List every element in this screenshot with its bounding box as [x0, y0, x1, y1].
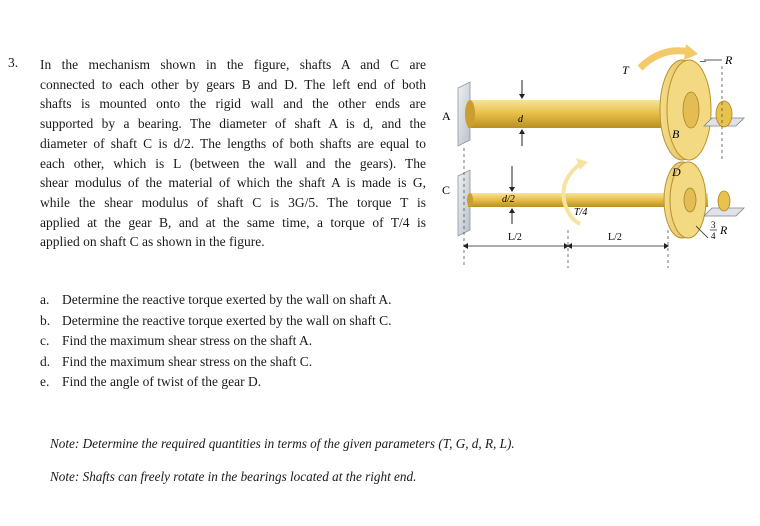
question-text: Determine the reactive torque exerted by the wall on shaft C. [62, 312, 392, 328]
question-item [40, 372, 392, 393]
statement-line: shear modulus of the material of which the shaft A is made is G, [40, 175, 426, 191]
label-l2-right: L/2 [608, 232, 622, 243]
statement-line: each other, which is L (between the wall and the gears). The [40, 155, 426, 171]
question-list [40, 290, 392, 393]
question-label: b. [40, 312, 51, 328]
question-text: Determine the reactive torque exerted by the wall on shaft A. [62, 292, 392, 307]
question-item [40, 331, 392, 352]
notes [50, 436, 515, 502]
label-r: R [725, 53, 733, 67]
statement-line: connected to each other by gears B and D. The left end of both [40, 76, 426, 92]
torque-t-arrowhead [684, 44, 698, 60]
statement-line: while the shear modulus of shaft C is 3G/5. The torque T is [40, 194, 426, 210]
shaft-a-end [465, 100, 475, 128]
question-label: e. [40, 374, 50, 390]
label-d-dimension: d [518, 114, 523, 125]
statement-line: diameter of shaft C is d/2. The lengths of both shafts are equal to [40, 135, 426, 151]
question-item [40, 311, 392, 332]
d-dimension-arrowhead [519, 129, 525, 134]
bearing-c-collar [718, 191, 730, 211]
gear-b-hub [683, 92, 699, 128]
question-item [40, 290, 392, 311]
mechanism-figure [432, 40, 754, 272]
statement-line: shafts is mounted onto the rigid wall and the other ends are [40, 96, 426, 112]
question-label: a. [40, 292, 50, 307]
problem-statement [40, 55, 426, 252]
problem-number: 3. [8, 55, 19, 70]
statement-line: applied at the gear B, and at the same time, a torque of T/4 is [40, 214, 426, 230]
d2-dimension-arrowhead [509, 187, 515, 192]
question-label: c. [40, 333, 50, 349]
label-b: B [672, 127, 680, 141]
label-d2-dimension: d/2 [502, 194, 515, 205]
question-item [40, 352, 392, 373]
question-text: Find the maximum shear stress on the shaft A. [62, 333, 313, 349]
shaft-c-end [467, 193, 473, 207]
question-text: Find the maximum shear stress on the shaft C. [62, 353, 313, 369]
length-arrowhead [463, 243, 468, 249]
question-text: Find the angle of twist of the gear D. [62, 374, 262, 390]
d-dimension-arrowhead [519, 94, 525, 99]
gear-d-hub [684, 188, 696, 212]
label-a: A [442, 109, 451, 123]
statement-line: In the mechanism shown in the figure, shafts A and C are [40, 57, 426, 72]
bearing-a-collar [716, 101, 732, 127]
statement-line: supported by a bearing. The diameter of shaft A is d, and the [40, 116, 426, 132]
fraction-r: R [720, 223, 728, 237]
note-bearings: Note: Shafts can freely rotate in the bearings located at the right end. [50, 469, 417, 484]
fraction-denominator: 4 [711, 231, 716, 241]
label-d: D [672, 165, 681, 179]
note-parameters: Note: Determine the required quantities in terms of the given parameters (T, G, d, R, L). [50, 436, 515, 451]
label-r-dash: – [700, 53, 706, 67]
d2-dimension-arrowhead [509, 208, 515, 213]
label-t4: T/4 [574, 207, 588, 218]
question-label: d. [40, 353, 51, 369]
label-l2-left: L/2 [508, 232, 522, 243]
label-t: T [622, 63, 629, 77]
fraction-numerator: 3 [711, 220, 716, 230]
statement-line: applied on shaft C as shown in the figure. [40, 234, 265, 250]
label-c: C [442, 183, 451, 197]
